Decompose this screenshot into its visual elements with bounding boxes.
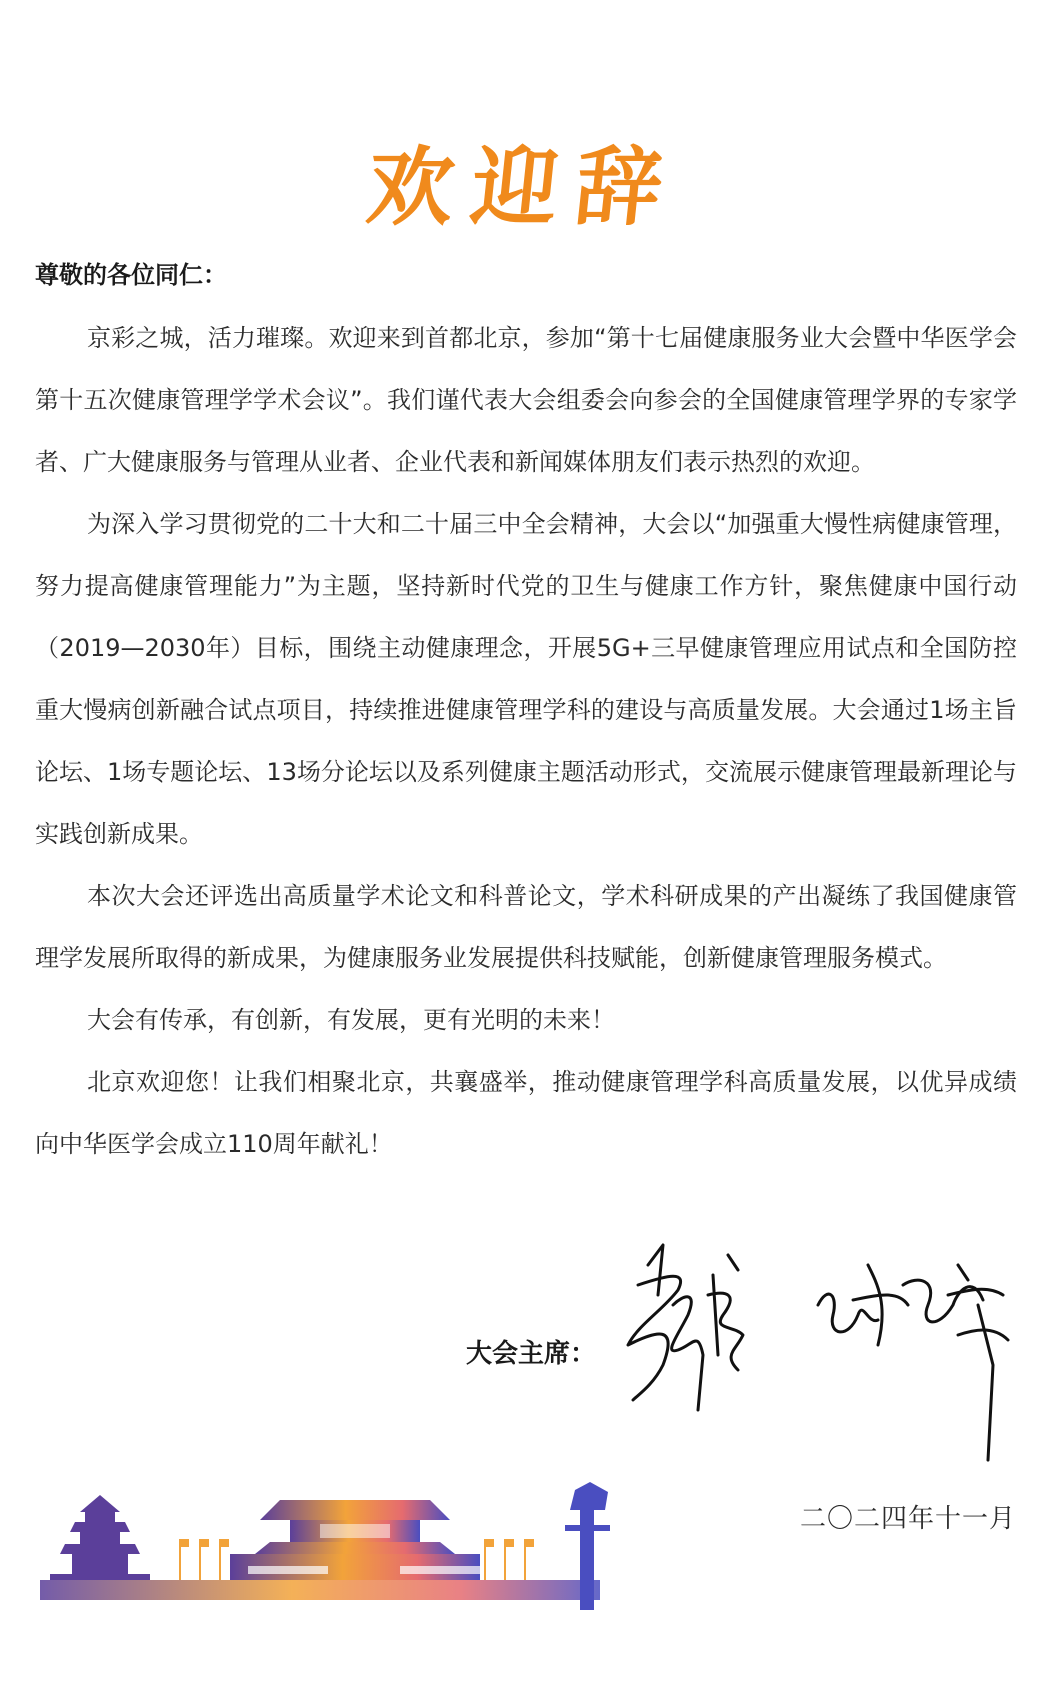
page-title: 欢迎辞 [362, 137, 686, 238]
chair-label: 大会主席： [466, 1339, 597, 1369]
beijing-skyline-illustration [30, 1480, 670, 1630]
paragraph: 大会有传承，有创新，有发展，更有光明的未来！ [87, 1006, 615, 1034]
temple-of-heaven [50, 1495, 150, 1580]
paragraph: 京彩之城，活力璀璨。欢迎来到首都北京，参加“第十七届健康服务业大会暨中华医学会第十五次健康管理学学术会议”。我们谨代表大会组委会向参会的全国健康管理学界的专家学者、广大健康服务与管理从业者、企业代表和新闻媒体朋友们表示热烈的欢迎。 [35, 324, 1017, 476]
letter-body [35, 307, 1017, 1175]
signature-1 [618, 1235, 768, 1415]
signature-2 [808, 1245, 1018, 1465]
salutation: 尊敬的各位同仁： [35, 261, 227, 289]
date: 二〇二四年十一月 [800, 1504, 1017, 1534]
paragraph: 为深入学习贯彻党的二十大和二十届三中全会精神，大会以“加强重大慢性病健康管理，努力提高健康管理能力”为主题，坚持新时代党的卫生与健康工作方针，聚焦健康中国行动（2019—2030年）目标，围绕主动健康理念，开展5G+三早健康管理应用试点和全国防控重大慢病创新融合试点项目，持续推进健康管理学科的建设与高质量发展。大会通过1场主旨论坛、1场专题论坛、13场分论坛以及系列健康主题活动形式，交流展示健康管理最新理论与实践创新成果。 [35, 510, 1017, 848]
paragraph: 本次大会还评选出高质量学术论文和科普论文，学术科研成果的产出凝练了我国健康管理学发展所取得的新成果，为健康服务业发展提供科技赋能，创新健康管理服务模式。 [35, 882, 1017, 972]
paragraph: 北京欢迎您！让我们相聚北京，共襄盛举，推动健康管理学科高质量发展，以优异成绩向中华医学会成立110周年献礼！ [35, 1068, 1017, 1158]
